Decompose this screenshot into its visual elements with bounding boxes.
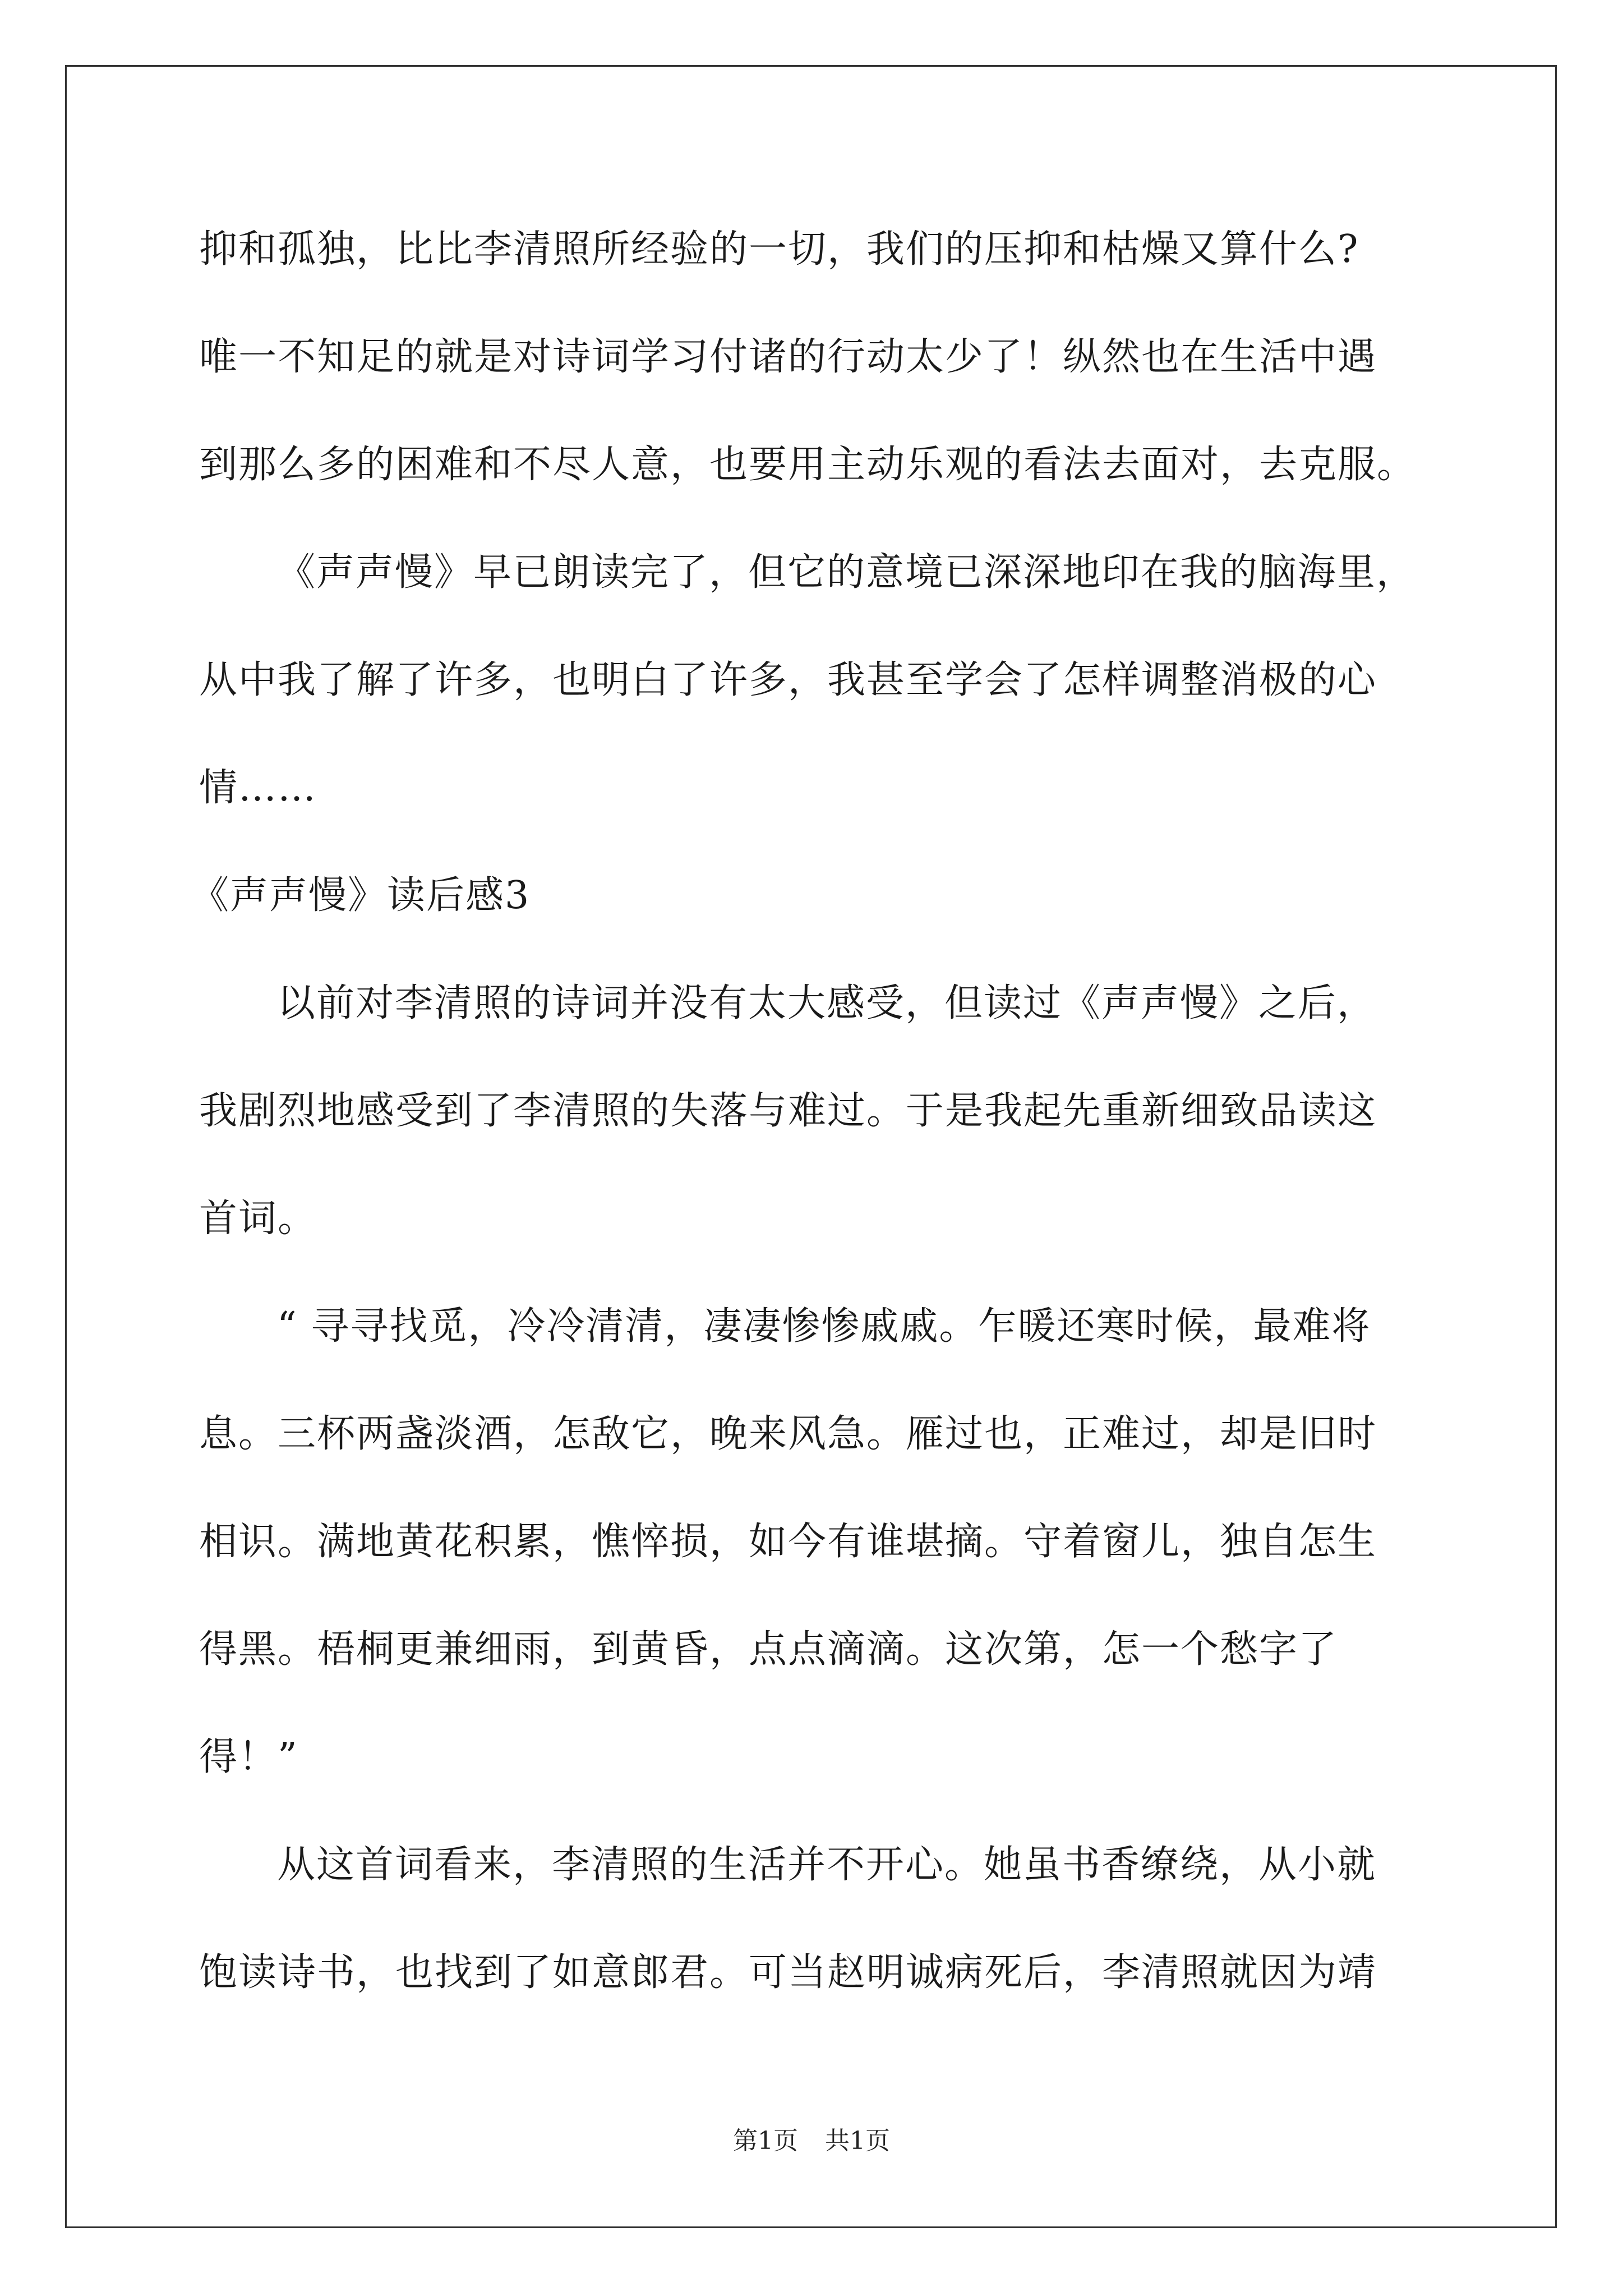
text-line: 我剧烈地感受到了李清照的失落与难过。于是我起先重新细致品读这 [199, 1089, 1377, 1133]
page-footer [0, 2124, 1623, 2158]
text-line: 从中我了解了许多，也明白了许多，我甚至学会了怎样调整消极的心 [199, 658, 1377, 702]
page-border [65, 65, 1557, 2228]
page-number-current: 第1页 [733, 2127, 798, 2155]
text-line: 《声声慢》早已朗读完了，但它的意境已深深地印在我的脑海里， [277, 550, 1416, 595]
poem-line: 得！” [199, 1735, 298, 1779]
poem-line: “ 寻寻找觅，冷冷清清，凄凄惨惨戚戚。乍暖还寒时候，最难将 [277, 1304, 1371, 1349]
text-line: 抑和孤独，比比李清照所经验的一切，我们的压抑和枯燥又算什么? [199, 227, 1359, 272]
text-line: 唯一不知足的就是对诗词学习付诸的行动太少了！纵然也在生活中遇 [199, 335, 1377, 379]
section-heading: 《声声慢》读后感3 [191, 873, 531, 918]
text-line: 到那么多的困难和不尽人意，也要用主动乐观的看法去面对，去克服。 [199, 443, 1417, 487]
text-line: 情…… [199, 766, 317, 810]
poem-line: 得黑。梧桐更兼细雨，到黄昏，点点滴滴。这次第，怎一个愁字了 [199, 1627, 1338, 1672]
poem-line: 息。三杯两盏淡酒，怎敌它，晚来风急。雁过也，正难过，却是旧时 [199, 1412, 1377, 1456]
poem-line: 相识。满地黄花积累，憔悴损，如今有谁堪摘。守着窗儿，独自怎生 [199, 1520, 1377, 1564]
page-number-total: 共1页 [825, 2127, 890, 2155]
text-line: 饱读诗书，也找到了如意郎君。可当赵明诚病死后，李清照就因为靖 [199, 1950, 1377, 1995]
text-line: 首词。 [199, 1197, 317, 1241]
text-line: 以前对李清照的诗词并没有太大感受，但读过《声声慢》之后， [277, 981, 1377, 1025]
text-line: 从这首词看来，李清照的生活并不开心。她虽书香缭绕，从小就 [277, 1843, 1377, 1887]
